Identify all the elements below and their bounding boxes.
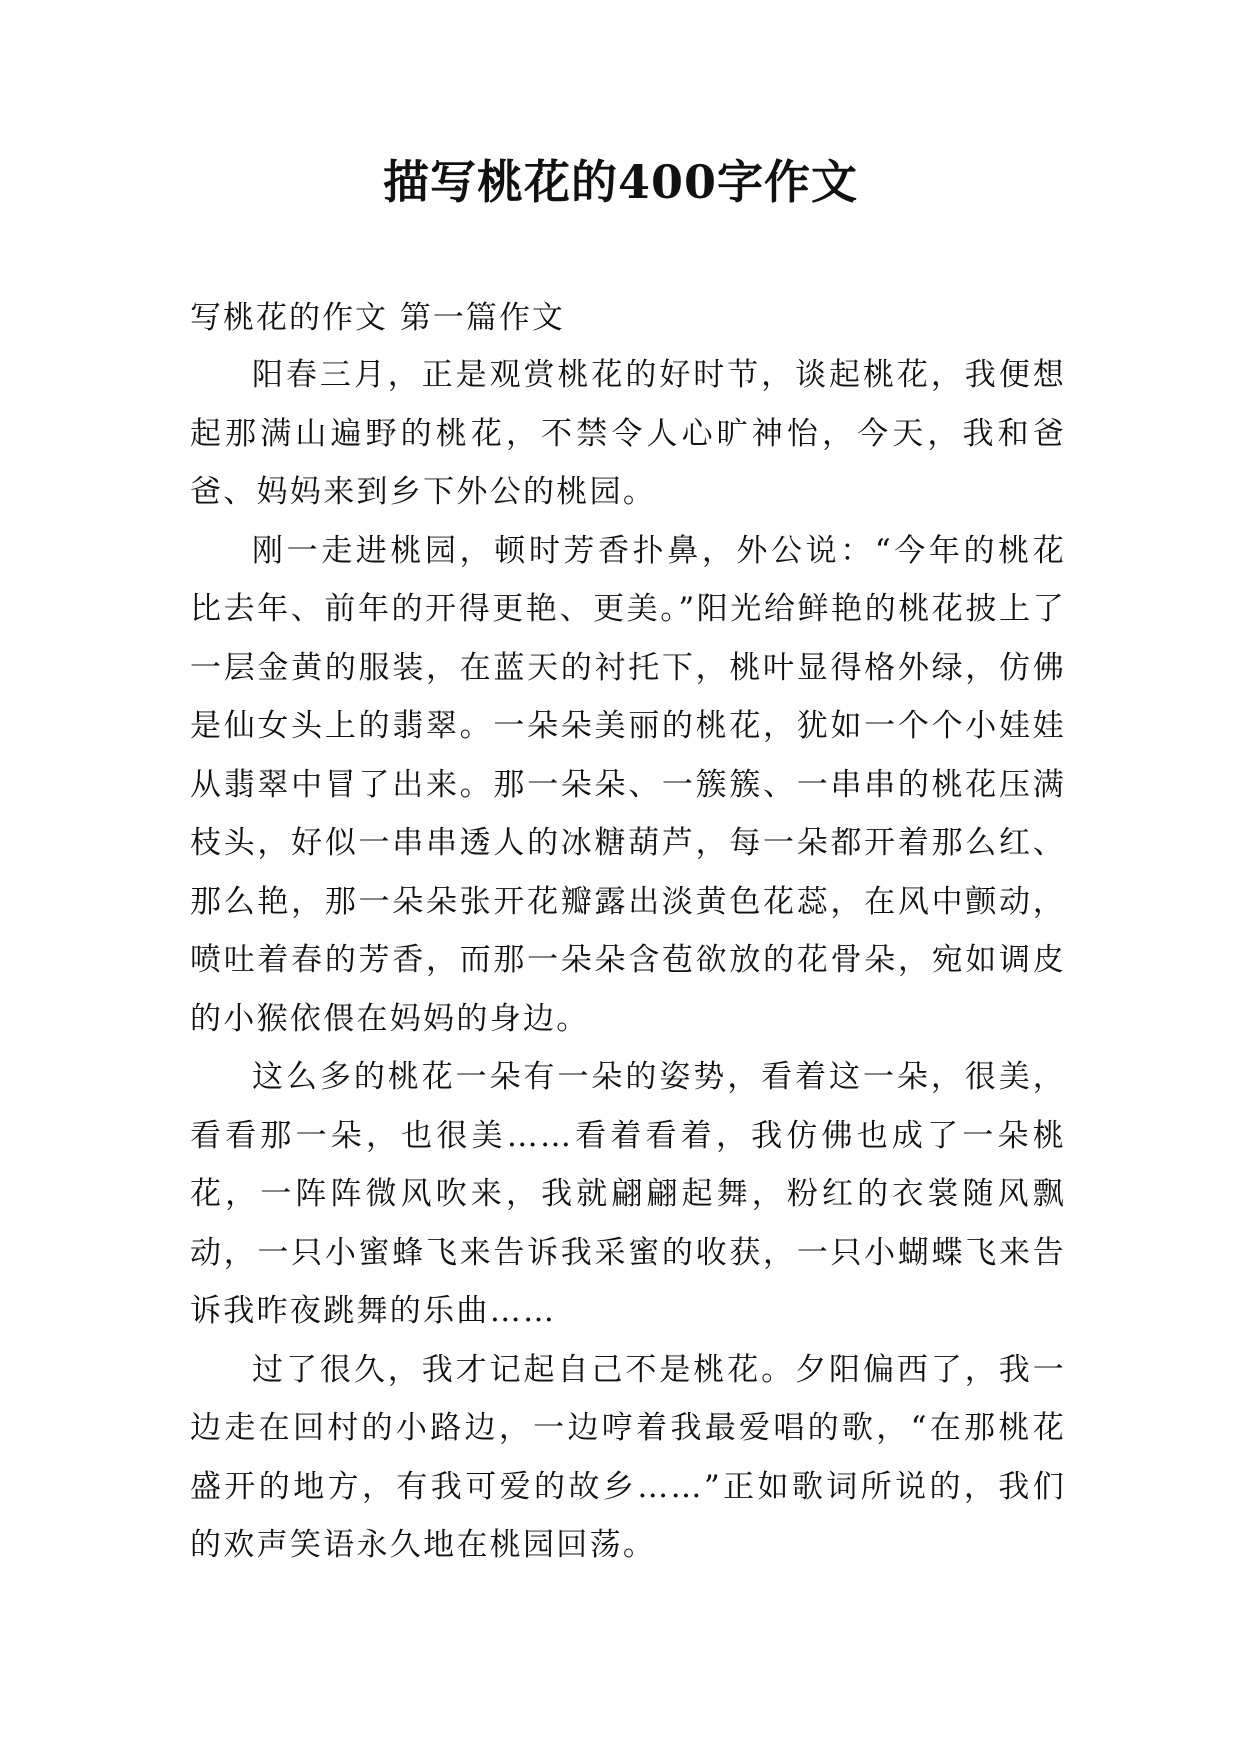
paragraph-1: 阳春三月，正是观赏桃花的好时节，谈起桃花，我便想起那满山遍野的桃花，不禁令人心旷神怡，今天，我和爸爸、妈妈来到乡下外公的桃园。	[190, 357, 1066, 510]
paragraph-2: 刚一走进桃园，顿时芳香扑鼻，外公说：“今年的桃花比去年、前年的开得更艳、更美。”阳光给鲜艳的桃花披上了一层金黄的服装，在蓝天的衬托下，桃叶显得格外绿，仿佛是仙女头上的翡翠。一朵朵美丽的桃花，犹如一个个小娃娃从翡翠中冒了出来。那一朵朵、一簇簇、一串串的桃花压满枝头，好似一串串透人的冰糖葫芦，每一朵都开着那么红、那么艳，那一朵朵张开花瓣露出淡黄色花蕊，在风中颤动，喷吐着春的芳香，而那一朵朵含苞欲放的花骨朵，宛如调皮的小猴依偎在妈妈的身边。	[190, 532, 1066, 1037]
document-subtitle: 写桃花的作文 第一篇作文	[190, 300, 565, 336]
document-body	[190, 346, 1066, 1575]
document-title: 描写桃花的400字作文	[382, 155, 859, 209]
paragraph-4: 过了很久，我才记起自己不是桃花。夕阳偏西了，我一边走在回村的小路边，一边哼着我最爱唱的歌，“在那桃花盛开的地方，有我可爱的故乡……”正如歌词所说的，我们的欢声笑语永久地在桃园回荡。	[190, 1351, 1066, 1563]
paragraph-3: 这么多的桃花一朵有一朵的姿势，看着这一朵，很美，看看那一朵，也很美……看着看着，我仿佛也成了一朵桃花，一阵阵微风吹来，我就翩翩起舞，粉红的衣裳随风飘动，一只小蜜蜂飞来告诉我采蜜的收获，一只小蝴蝶飞来告诉我昨夜跳舞的乐曲……	[190, 1059, 1066, 1329]
